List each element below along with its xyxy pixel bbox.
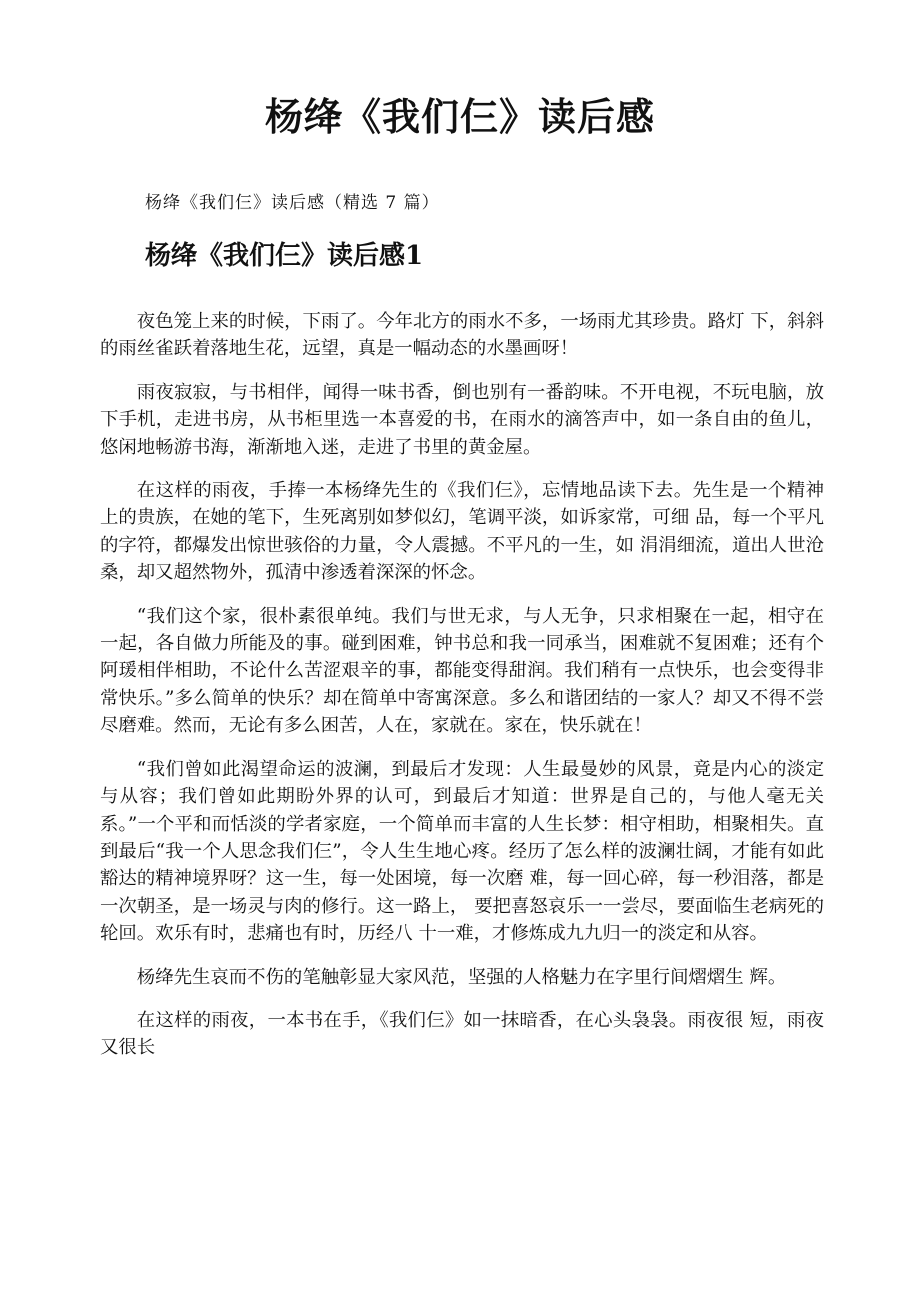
- paragraph-4: “我们这个家，很朴素很单纯。我们与世无求，与人无争，只求相聚在一起，相守在一起，各自做力所能及的事。碰到困难，钟书总和我一同承当，困难就不复困难；还有个阿瑗相伴相助，不论什么苦涩艰辛的事，都能变得甜润。我们稍有一点快乐，也会变得非常快乐。”多么简单的快乐？却在简单中寄寓深意。多么和谐团结的一家人？却又不得不尝尽磨难。然而，无论有多么困苦，人在，家就在。家在，快乐就在！: [100, 605, 824, 737]
- paragraph-7: 在这样的雨夜，一本书在手，《我们仨》如一抹暗香，在心头袅袅。雨夜很 短，雨夜又很长: [100, 1009, 824, 1059]
- section-heading: 杨绛《我们仨》读后感1: [145, 241, 424, 271]
- document-title: 杨绛《我们仨》读后感: [264, 94, 655, 139]
- paragraph-3: 在这样的雨夜，手捧一本杨绛先生的《我们仨》，忘情地品读下去。先生是一个精神上的贵族，在她的笔下，生死离别如梦似幻，笔调平淡，如诉家常，可细 品，每一个平凡的字符，都爆发出惊世骇俗的力量，令人震撼。不平凡的一生，如 涓涓细流，道出人世沧桑，却又超然物外，孤清中渗透着深深的怀念。: [100, 480, 824, 584]
- paragraph-2: 雨夜寂寂，与书相伴，闻得一味书香，倒也别有一番韵味。不开电视，不玩电脑，放下手机，走进书房，从书柜里选一本喜爱的书，在雨水的滴答声中，如一条自由的鱼儿，悠闲地畅游书海，渐渐地入迷，走进了书里的黄金屋。: [100, 381, 824, 458]
- paragraph-1: 夜色笼上来的时候，下雨了。今年北方的雨水不多，一场雨尤其珍贵。路灯 下，斜斜的雨丝雀跃着落地生花，远望，真是一幅动态的水墨画呀！: [100, 311, 824, 360]
- paragraph-5: “我们曾如此渴望命运的波澜，到最后才发现：人生最曼妙的风景，竟是内心的淡定与从容；我们曾如此期盼外界的认可，到最后才知道：世界是自己的，与他人毫无关系。”一个平和而恬淡的学者家庭，一个简单而丰富的人生长梦：相守相助，相聚相失。直到最后“我一个人思念我们仨”，令人生生地心疼。经历了怎么样的波澜壮阔，才能有如此豁达的精神境界呀？这一生，每一处困境，每一次磨 难，每一回心碎，每一秒泪落，都是一次朝圣，是一场灵与肉的修行。这一路上， 要把喜怒哀乐一一尝尽，要面临生老病死的轮回。欢乐有时，悲痛也有时，历经八 十一难，才修炼成九九归一的淡定和从容。: [100, 758, 824, 945]
- paragraph-6: 杨绛先生哀而不伤的笔触彰显大家风范，坚强的人格魅力在字里行间熠熠生 辉。: [136, 966, 787, 988]
- article-body: [100, 308, 824, 1078]
- document-subtitle: 杨绛《我们仨》读后感（精选 7 篇）: [145, 193, 440, 213]
